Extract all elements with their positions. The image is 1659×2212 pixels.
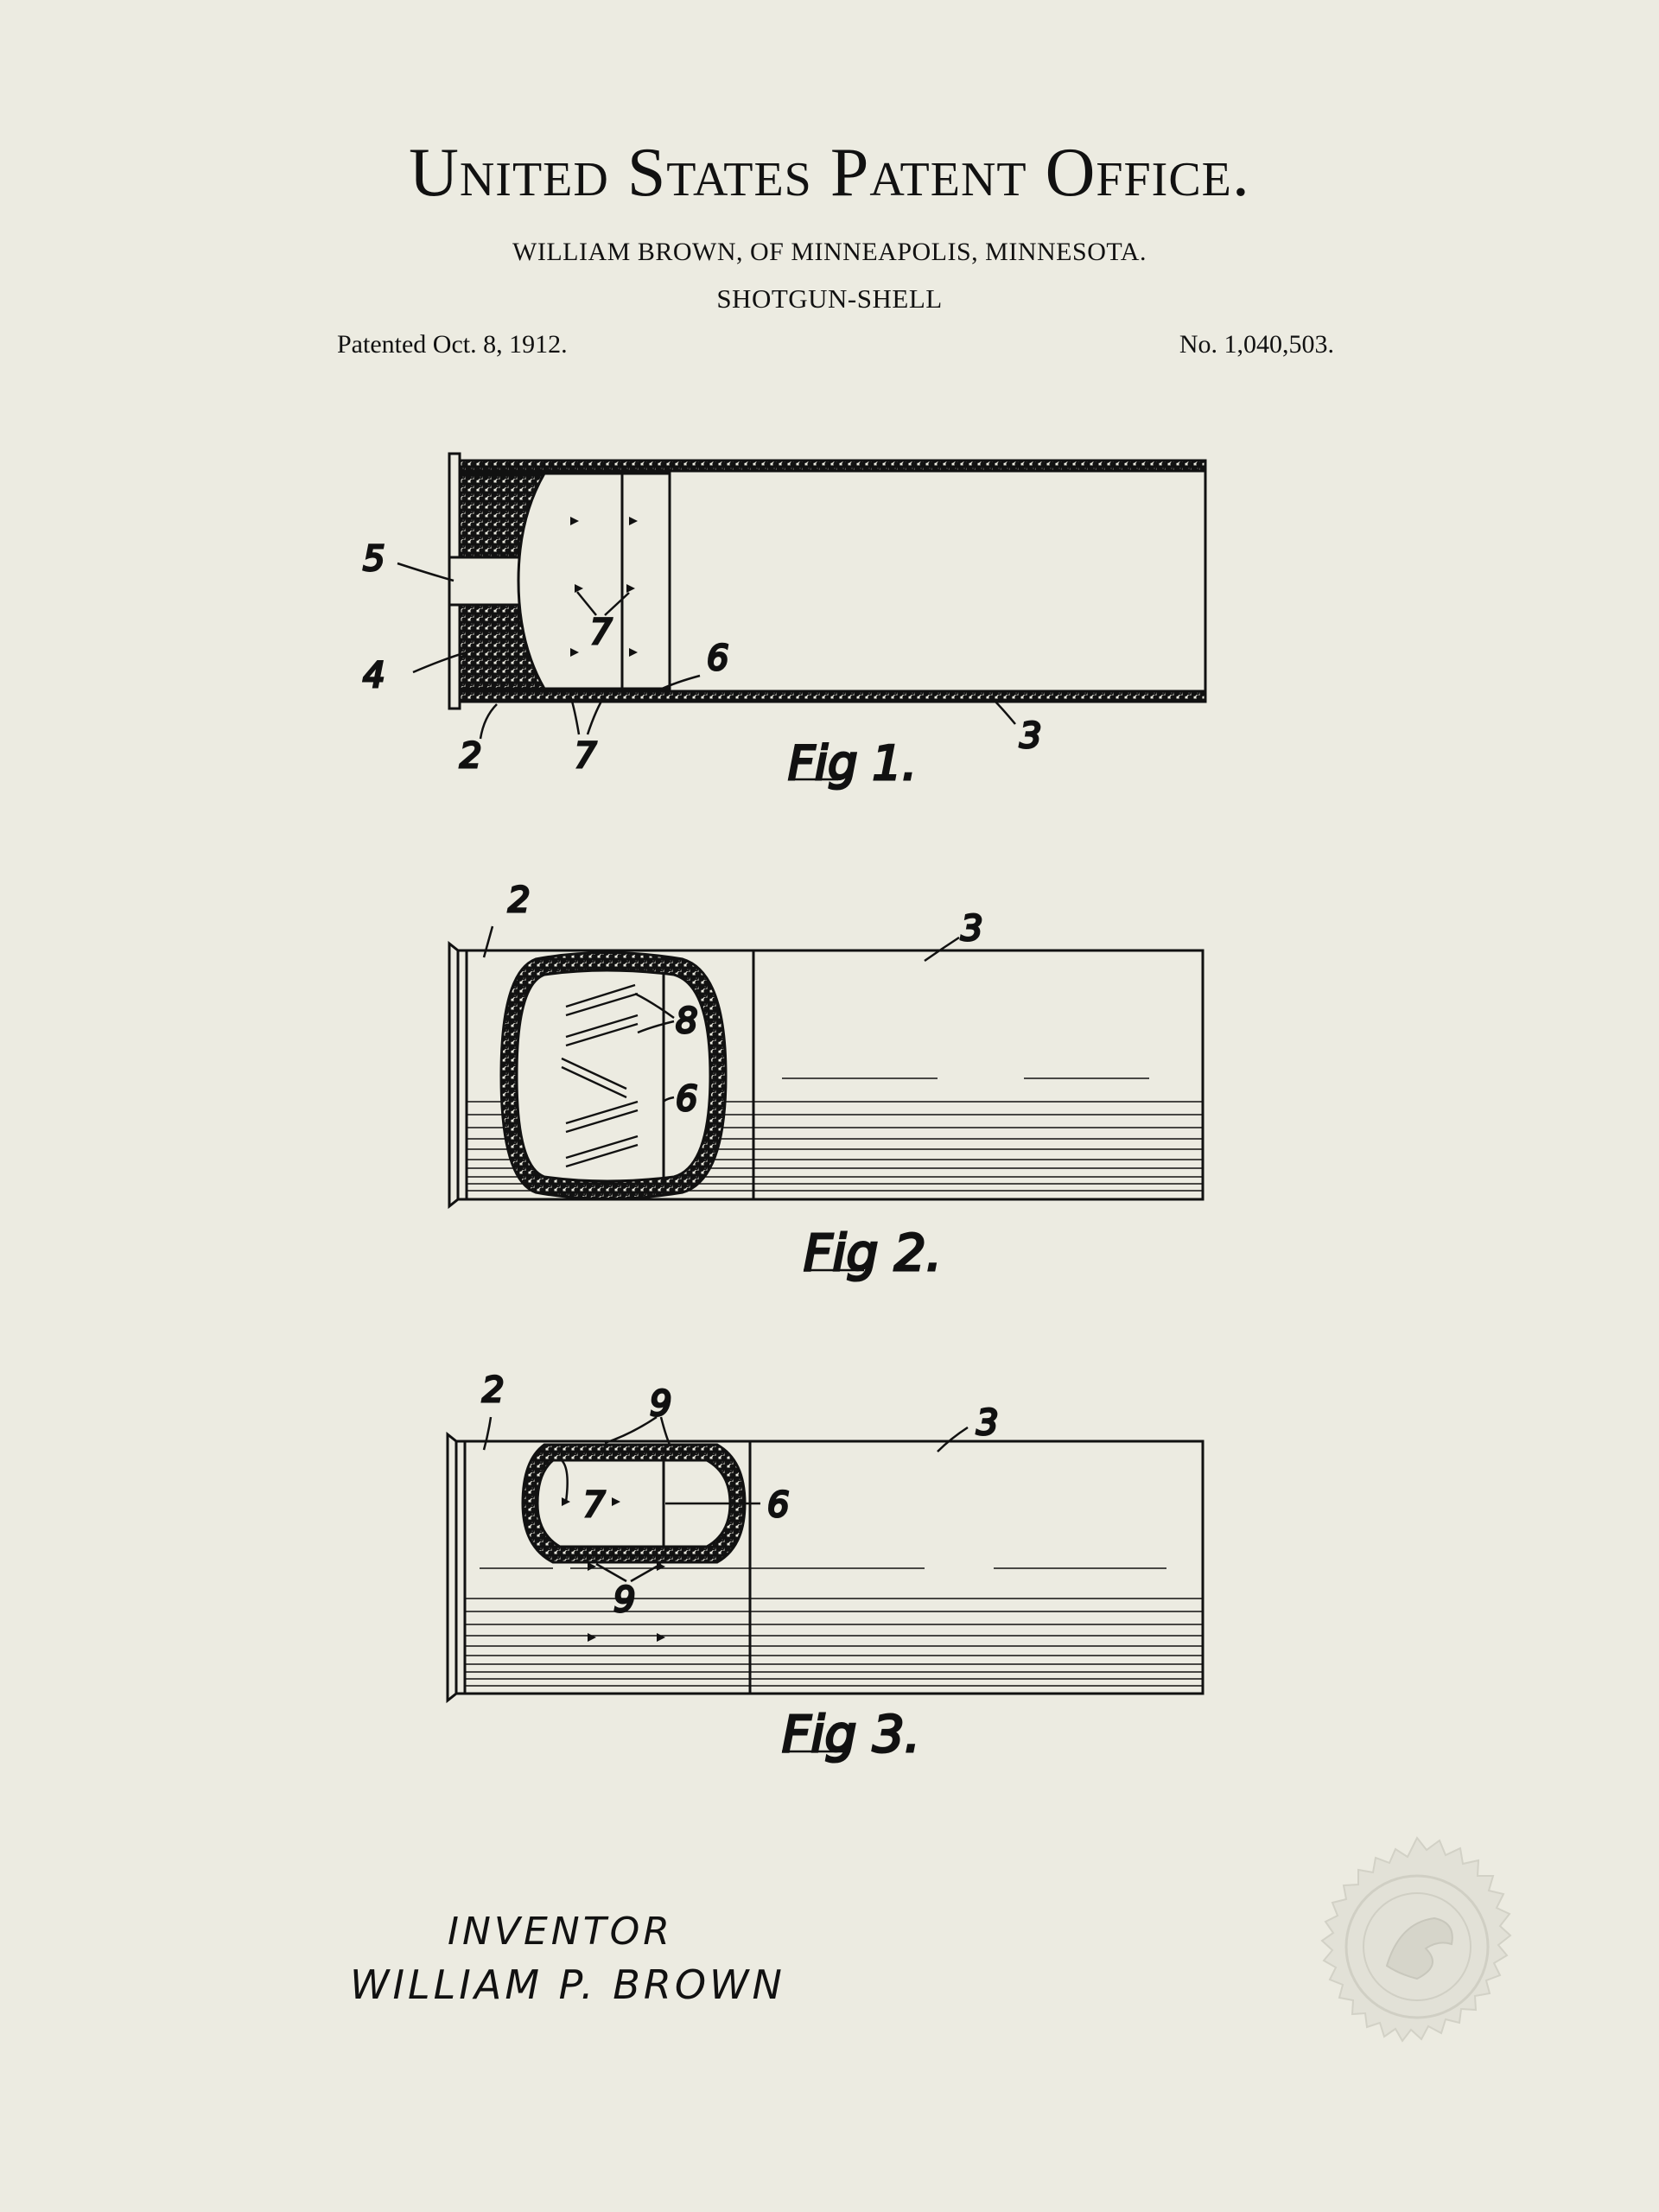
patent-date: Patented Oct. 8, 1912. <box>337 330 568 359</box>
figure-3 <box>448 1370 1203 1764</box>
fig3-label-2: 2 <box>482 1370 505 1410</box>
inventor-line: WILLIAM BROWN, OF MINNEAPOLIS, MINNESOTA. <box>512 238 1147 266</box>
embossed-seal-icon <box>1305 1836 1529 2061</box>
signature-role: INVENTOR <box>448 1910 673 1954</box>
fig1-label-6: 6 <box>707 639 729 678</box>
fig1-caption: Fig 1. <box>788 736 918 791</box>
fig2-label-6: 6 <box>676 1079 698 1119</box>
fig1-label-5: 5 <box>363 539 385 579</box>
fig2-caption: Fig 2. <box>804 1224 943 1282</box>
fig1-label-4: 4 <box>363 656 385 696</box>
fig3-label-9b: 9 <box>613 1580 636 1620</box>
figure-2 <box>449 880 1203 1282</box>
fig1-label-2: 2 <box>460 736 482 776</box>
invention-title: SHOTGUN-SHELL <box>716 283 943 314</box>
patent-number: No. 1,040,503. <box>1179 330 1334 359</box>
fig3-label-7: 7 <box>583 1485 606 1525</box>
fig3-caption: Fig 3. <box>782 1705 921 1764</box>
fig1-label-7a: 7 <box>590 613 613 652</box>
fig3-label-9a: 9 <box>650 1384 672 1424</box>
figure-1 <box>363 454 1205 791</box>
fig2-label-8: 8 <box>676 1001 698 1041</box>
fig3-label-3: 3 <box>976 1403 999 1443</box>
signature-name: WILLIAM P. BROWN <box>350 1961 785 2008</box>
fig2-label-3: 3 <box>961 909 983 949</box>
page-title: United States Patent Office. <box>409 135 1250 211</box>
fig3-label-6: 6 <box>767 1485 790 1525</box>
fig1-label-7b: 7 <box>575 736 597 776</box>
fig1-label-3: 3 <box>1020 716 1042 756</box>
fig2-label-2: 2 <box>508 880 531 920</box>
